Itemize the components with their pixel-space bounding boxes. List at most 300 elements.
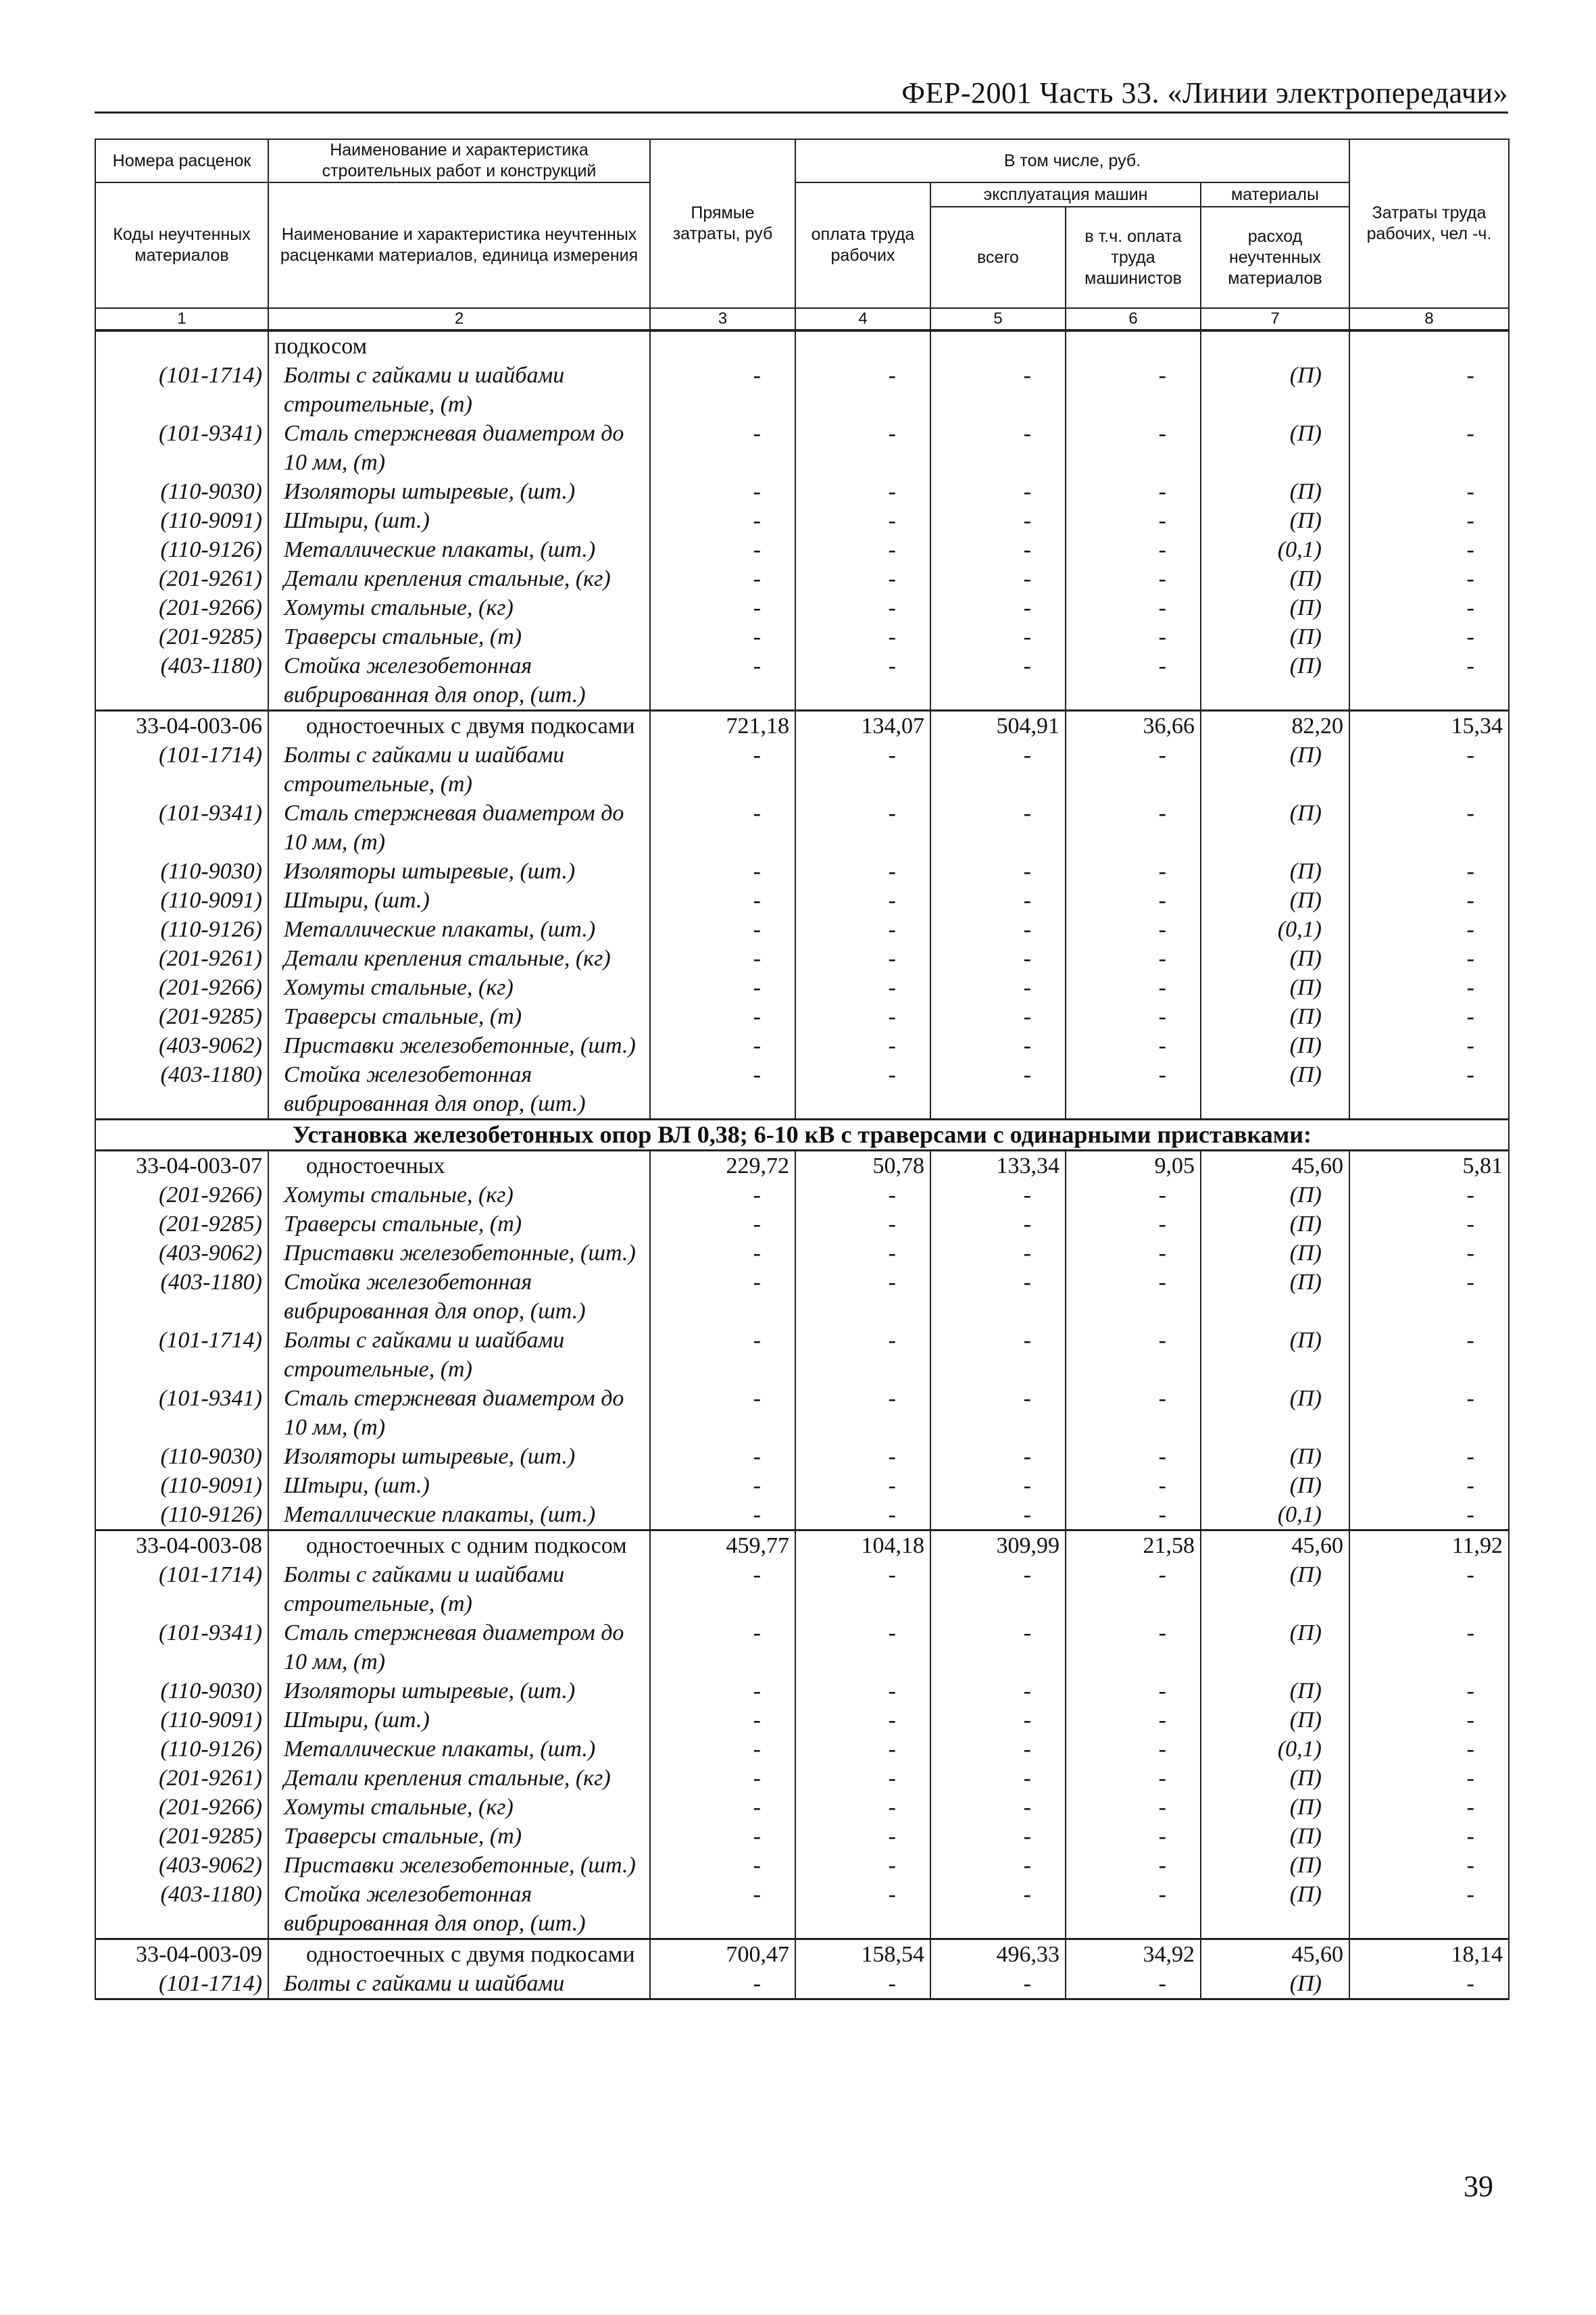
material-name: Стойка железобетонная вибрированная для опор, (шт.) xyxy=(268,651,650,711)
material-row xyxy=(95,1326,1509,1384)
value-cell: - xyxy=(1066,857,1201,886)
material-code: (110-9030) xyxy=(95,1676,268,1706)
value-cell: - xyxy=(1066,1471,1201,1500)
head-total: всего xyxy=(930,207,1066,308)
value-cell: - xyxy=(930,1618,1066,1676)
material-row xyxy=(95,1618,1509,1676)
value-cell: - xyxy=(1066,1735,1201,1764)
empty-cell xyxy=(1201,330,1349,361)
material-row xyxy=(95,1060,1509,1120)
value-cell: - xyxy=(930,1268,1066,1326)
value-cell: - xyxy=(1066,1500,1201,1530)
material-code: (201-9285) xyxy=(95,1210,268,1239)
value-cell: - xyxy=(930,1060,1066,1120)
material-code: (110-9126) xyxy=(95,1735,268,1764)
value-cell: (П) xyxy=(1201,419,1349,477)
value-cell: - xyxy=(1349,1442,1509,1471)
value-cell: - xyxy=(930,915,1066,944)
value-cell: (П) xyxy=(1201,622,1349,651)
value-cell: 21,58 xyxy=(1066,1530,1201,1561)
material-row xyxy=(95,593,1509,622)
value-cell: - xyxy=(1349,741,1509,799)
value-cell: - xyxy=(1066,1060,1201,1120)
value-cell: - xyxy=(1066,886,1201,915)
value-cell: (П) xyxy=(1201,886,1349,915)
value-cell: - xyxy=(930,886,1066,915)
value-cell: - xyxy=(650,1618,795,1676)
rate-row xyxy=(95,1151,1509,1181)
value-cell: - xyxy=(650,915,795,944)
material-row xyxy=(95,886,1509,915)
material-code: (101-9341) xyxy=(95,799,268,857)
rate-name: одностоечных с одним подкосом xyxy=(268,1530,650,1561)
value-cell: - xyxy=(795,1031,930,1060)
material-code: (101-1714) xyxy=(95,1560,268,1618)
value-cell: - xyxy=(795,419,930,477)
material-code: (110-9091) xyxy=(95,1706,268,1735)
material-row xyxy=(95,564,1509,593)
material-row xyxy=(95,477,1509,506)
value-cell: - xyxy=(650,1326,795,1384)
material-row xyxy=(95,1268,1509,1326)
value-cell: 45,60 xyxy=(1201,1151,1349,1181)
rate-row xyxy=(95,1939,1509,1970)
value-cell: 18,14 xyxy=(1349,1939,1509,1970)
material-name: Металлические плакаты, (шт.) xyxy=(268,1735,650,1764)
section-heading-row xyxy=(95,1120,1509,1151)
material-name: Болты с гайками и шайбами строительные, (т) xyxy=(268,1326,650,1384)
value-cell: (0,1) xyxy=(1201,1735,1349,1764)
value-cell: - xyxy=(1349,1002,1509,1031)
value-cell: - xyxy=(930,1031,1066,1060)
value-cell: - xyxy=(650,1880,795,1939)
value-cell: - xyxy=(930,535,1066,564)
value-cell: - xyxy=(650,1384,795,1442)
value-cell: - xyxy=(1349,1210,1509,1239)
value-cell: - xyxy=(650,1793,795,1822)
value-cell: - xyxy=(795,1442,930,1471)
material-name: Болты с гайками и шайбами xyxy=(268,1969,650,1999)
value-cell: - xyxy=(650,1676,795,1706)
value-cell: (П) xyxy=(1201,651,1349,711)
value-cell: - xyxy=(930,419,1066,477)
value-cell: - xyxy=(930,1969,1066,1999)
value-cell: - xyxy=(930,1442,1066,1471)
value-cell: - xyxy=(1349,1676,1509,1706)
value-cell: - xyxy=(650,799,795,857)
material-name: Приставки железобетонные, (шт.) xyxy=(268,1239,650,1268)
material-name: Детали крепления стальные, (кг) xyxy=(268,564,650,593)
value-cell: - xyxy=(930,1210,1066,1239)
material-name: Траверсы стальные, (т) xyxy=(268,1822,650,1851)
value-cell: - xyxy=(1349,1239,1509,1268)
value-cell: - xyxy=(795,1764,930,1793)
value-cell: - xyxy=(795,886,930,915)
value-cell: - xyxy=(1066,1210,1201,1239)
material-name: Хомуты стальные, (кг) xyxy=(268,1793,650,1822)
head-direct-costs: Прямые затраты, руб xyxy=(650,139,795,308)
value-cell: - xyxy=(795,1880,930,1939)
value-cell: - xyxy=(1349,1560,1509,1618)
value-cell: - xyxy=(650,1851,795,1880)
value-cell: - xyxy=(1066,622,1201,651)
value-cell: (П) xyxy=(1201,1618,1349,1676)
value-cell: - xyxy=(1066,564,1201,593)
value-cell: 134,07 xyxy=(795,711,930,741)
value-cell: - xyxy=(1066,1706,1201,1735)
material-name: Изоляторы штыревые, (шт.) xyxy=(268,1442,650,1471)
value-cell: (0,1) xyxy=(1201,1500,1349,1530)
value-cell: - xyxy=(795,651,930,711)
value-cell: - xyxy=(1066,1880,1201,1939)
material-row xyxy=(95,1822,1509,1851)
value-cell: (П) xyxy=(1201,973,1349,1002)
value-cell: (П) xyxy=(1201,1969,1349,1999)
material-row xyxy=(95,1851,1509,1880)
material-name: Траверсы стальные, (т) xyxy=(268,1002,650,1031)
value-cell: - xyxy=(1349,1618,1509,1676)
value-cell: (П) xyxy=(1201,1793,1349,1822)
value-cell: - xyxy=(1349,1268,1509,1326)
material-name: Хомуты стальные, (кг) xyxy=(268,593,650,622)
empty-cell xyxy=(1349,330,1509,361)
material-code: (101-9341) xyxy=(95,1618,268,1676)
head-unaccounted-materials: расход неучтенных материалов xyxy=(1201,207,1349,308)
value-cell: - xyxy=(795,1060,930,1120)
material-name: Штыри, (шт.) xyxy=(268,886,650,915)
material-row xyxy=(95,1500,1509,1530)
table-head xyxy=(95,139,1509,330)
head-material-codes: Коды неучтенных материалов xyxy=(95,182,268,308)
material-code: (110-9126) xyxy=(95,915,268,944)
rate-name: одностоечных с двумя подкосами xyxy=(268,711,650,741)
value-cell: - xyxy=(930,973,1066,1002)
empty-cell xyxy=(95,330,268,361)
value-cell: - xyxy=(1066,1326,1201,1384)
material-name: Сталь стержневая диаметром до 10 мм, (т) xyxy=(268,1384,650,1442)
value-cell: - xyxy=(795,1180,930,1210)
material-code: (201-9261) xyxy=(95,944,268,973)
material-row xyxy=(95,1442,1509,1471)
name-continuation: подкосом xyxy=(268,330,650,361)
value-cell: - xyxy=(1066,1618,1201,1676)
value-cell: - xyxy=(1066,1822,1201,1851)
material-name: Сталь стержневая диаметром до 10 мм, (т) xyxy=(268,799,650,857)
material-name: Болты с гайками и шайбами строительные, (т) xyxy=(268,1560,650,1618)
value-cell: - xyxy=(650,622,795,651)
value-cell: (П) xyxy=(1201,1268,1349,1326)
table-body xyxy=(95,330,1509,1999)
col-number: 4 xyxy=(795,308,930,330)
value-cell: - xyxy=(650,1180,795,1210)
value-cell: - xyxy=(650,1764,795,1793)
value-cell: - xyxy=(650,1969,795,1999)
value-cell: (П) xyxy=(1201,593,1349,622)
empty-cell xyxy=(1066,330,1201,361)
material-code: (110-9091) xyxy=(95,886,268,915)
material-code: (403-1180) xyxy=(95,1060,268,1120)
material-row xyxy=(95,1560,1509,1618)
value-cell: (П) xyxy=(1201,1822,1349,1851)
value-cell: - xyxy=(795,944,930,973)
value-cell: - xyxy=(650,1239,795,1268)
value-cell: - xyxy=(930,651,1066,711)
material-name: Хомуты стальные, (кг) xyxy=(268,973,650,1002)
value-cell: - xyxy=(930,1880,1066,1939)
material-name: Стойка железобетонная вибрированная для опор, (шт.) xyxy=(268,1060,650,1120)
value-cell: 45,60 xyxy=(1201,1939,1349,1970)
value-cell: - xyxy=(1349,1793,1509,1822)
value-cell: 15,34 xyxy=(1349,711,1509,741)
value-cell: - xyxy=(1066,1002,1201,1031)
value-cell: - xyxy=(930,1471,1066,1500)
material-code: (201-9266) xyxy=(95,1793,268,1822)
material-code: (101-9341) xyxy=(95,1384,268,1442)
material-row xyxy=(95,1031,1509,1060)
value-cell: 36,66 xyxy=(1066,711,1201,741)
value-cell: - xyxy=(650,1735,795,1764)
material-code: (201-9261) xyxy=(95,1764,268,1793)
material-row xyxy=(95,651,1509,711)
value-cell: - xyxy=(795,506,930,535)
value-cell: - xyxy=(1349,1969,1509,1999)
value-cell: - xyxy=(795,1969,930,1999)
material-name: Металлические плакаты, (шт.) xyxy=(268,1500,650,1530)
material-row xyxy=(95,973,1509,1002)
material-row xyxy=(95,419,1509,477)
material-name: Сталь стержневая диаметром до 10 мм, (т) xyxy=(268,419,650,477)
value-cell: - xyxy=(1349,1764,1509,1793)
value-cell: - xyxy=(650,1268,795,1326)
value-cell: (0,1) xyxy=(1201,915,1349,944)
value-cell: - xyxy=(930,1676,1066,1706)
value-cell: (П) xyxy=(1201,1764,1349,1793)
material-name: Приставки железобетонные, (шт.) xyxy=(268,1031,650,1060)
value-cell: - xyxy=(795,857,930,886)
value-cell: - xyxy=(1066,1180,1201,1210)
value-cell: - xyxy=(1349,915,1509,944)
value-cell: 45,60 xyxy=(1201,1530,1349,1561)
value-cell: (П) xyxy=(1201,1326,1349,1384)
value-cell: 309,99 xyxy=(930,1530,1066,1561)
value-cell: - xyxy=(1066,1031,1201,1060)
material-name: Стойка железобетонная вибрированная для опор, (шт.) xyxy=(268,1880,650,1939)
material-name: Изоляторы штыревые, (шт.) xyxy=(268,477,650,506)
value-cell: (П) xyxy=(1201,1442,1349,1471)
value-cell: (П) xyxy=(1201,1002,1349,1031)
value-cell: - xyxy=(1349,1060,1509,1120)
material-code: (110-9126) xyxy=(95,1500,268,1530)
value-cell: - xyxy=(795,593,930,622)
empty-cell xyxy=(930,330,1066,361)
material-name: Приставки железобетонные, (шт.) xyxy=(268,1851,650,1880)
value-cell: - xyxy=(795,1851,930,1880)
value-cell: - xyxy=(1349,799,1509,857)
value-cell: - xyxy=(1066,1851,1201,1880)
value-cell: - xyxy=(650,1560,795,1618)
value-cell: - xyxy=(1349,1735,1509,1764)
value-cell: 229,72 xyxy=(650,1151,795,1181)
value-cell: (П) xyxy=(1201,944,1349,973)
material-row xyxy=(95,1002,1509,1031)
value-cell: - xyxy=(650,857,795,886)
value-cell: - xyxy=(650,564,795,593)
material-name: Болты с гайками и шайбами строительные, (т) xyxy=(268,361,650,419)
value-cell: - xyxy=(1349,1384,1509,1442)
material-name: Траверсы стальные, (т) xyxy=(268,1210,650,1239)
material-code: (201-9285) xyxy=(95,622,268,651)
rate-code: 33-04-003-09 xyxy=(95,1939,268,1970)
empty-cell xyxy=(795,330,930,361)
value-cell: - xyxy=(650,1442,795,1471)
header-rule xyxy=(95,111,1508,114)
material-code: (201-9285) xyxy=(95,1002,268,1031)
material-row xyxy=(95,857,1509,886)
value-cell: - xyxy=(1349,886,1509,915)
value-cell: - xyxy=(1349,361,1509,419)
value-cell: - xyxy=(1066,419,1201,477)
value-cell: - xyxy=(1349,1822,1509,1851)
material-code: (110-9030) xyxy=(95,857,268,886)
value-cell: (0,1) xyxy=(1201,535,1349,564)
value-cell: - xyxy=(1349,1880,1509,1939)
value-cell: - xyxy=(1066,361,1201,419)
value-cell: - xyxy=(795,622,930,651)
material-name: Траверсы стальные, (т) xyxy=(268,622,650,651)
material-code: (201-9285) xyxy=(95,1822,268,1851)
value-cell: - xyxy=(1066,1268,1201,1326)
material-row xyxy=(95,915,1509,944)
value-cell: 9,05 xyxy=(1066,1151,1201,1181)
col-number: 5 xyxy=(930,308,1066,330)
value-cell: - xyxy=(650,1500,795,1530)
section-heading: Установка железобетонных опор ВЛ 0,38; 6-10 кВ с траверсами с одинарными приставками: xyxy=(95,1120,1509,1151)
value-cell: - xyxy=(1066,593,1201,622)
empty-cell xyxy=(650,330,795,361)
value-cell: - xyxy=(930,1851,1066,1880)
material-name: Изоляторы штыревые, (шт.) xyxy=(268,1676,650,1706)
material-name: Штыри, (шт.) xyxy=(268,1706,650,1735)
value-cell: - xyxy=(1066,1764,1201,1793)
value-cell: - xyxy=(795,1239,930,1268)
value-cell: - xyxy=(795,1560,930,1618)
value-cell: - xyxy=(1349,593,1509,622)
value-cell: - xyxy=(795,1618,930,1676)
value-cell: - xyxy=(650,535,795,564)
rate-row xyxy=(95,1530,1509,1561)
material-code: (403-9062) xyxy=(95,1031,268,1060)
material-row xyxy=(95,1793,1509,1822)
value-cell: - xyxy=(795,1793,930,1822)
material-code: (403-1180) xyxy=(95,1880,268,1939)
value-cell: 104,18 xyxy=(795,1530,930,1561)
value-cell: - xyxy=(1349,973,1509,1002)
value-cell: 82,20 xyxy=(1201,711,1349,741)
value-cell: - xyxy=(930,1735,1066,1764)
material-code: (201-9266) xyxy=(95,1180,268,1210)
material-code: (101-9341) xyxy=(95,419,268,477)
page-number: 39 xyxy=(1464,2170,1493,2203)
col-number: 6 xyxy=(1066,308,1201,330)
rates-table xyxy=(95,139,1510,2000)
material-row xyxy=(95,799,1509,857)
head-work-name: Наименование и характеристика строительных работ и конструкций xyxy=(268,139,650,182)
value-cell: - xyxy=(1349,564,1509,593)
value-cell: (П) xyxy=(1201,1180,1349,1210)
material-code: (403-1180) xyxy=(95,651,268,711)
value-cell: - xyxy=(795,1500,930,1530)
head-rate-numbers: Номера расценок xyxy=(95,139,268,182)
value-cell: - xyxy=(650,1706,795,1735)
material-code: (101-1714) xyxy=(95,1969,268,1999)
value-cell: - xyxy=(930,857,1066,886)
head-material-name: Наименование и характеристика неучтенных расценками материалов, единица измерения xyxy=(268,182,650,308)
value-cell: - xyxy=(1066,1384,1201,1442)
material-row xyxy=(95,1706,1509,1735)
material-code: (110-9030) xyxy=(95,1442,268,1471)
value-cell: - xyxy=(650,1822,795,1851)
value-cell: - xyxy=(650,651,795,711)
value-cell: - xyxy=(1349,1326,1509,1384)
value-cell: - xyxy=(1066,944,1201,973)
value-cell: 496,33 xyxy=(930,1939,1066,1970)
material-code: (201-9261) xyxy=(95,564,268,593)
value-cell: (П) xyxy=(1201,1880,1349,1939)
head-materials: материалы xyxy=(1201,182,1349,207)
material-code: (403-1180) xyxy=(95,1268,268,1326)
material-code: (201-9266) xyxy=(95,593,268,622)
material-name: Стойка железобетонная вибрированная для опор, (шт.) xyxy=(268,1268,650,1326)
value-cell: - xyxy=(795,799,930,857)
value-cell: - xyxy=(930,1793,1066,1822)
material-row xyxy=(95,1676,1509,1706)
value-cell: - xyxy=(930,622,1066,651)
value-cell: - xyxy=(650,1060,795,1120)
material-code: (403-9062) xyxy=(95,1851,268,1880)
value-cell: - xyxy=(795,1268,930,1326)
value-cell: - xyxy=(795,1210,930,1239)
material-row xyxy=(95,741,1509,799)
material-code: (101-1714) xyxy=(95,741,268,799)
value-cell: - xyxy=(930,1002,1066,1031)
value-cell: - xyxy=(795,1706,930,1735)
col-number: 8 xyxy=(1349,308,1509,330)
value-cell: 504,91 xyxy=(930,711,1066,741)
value-cell: (П) xyxy=(1201,477,1349,506)
value-cell: - xyxy=(1066,1969,1201,1999)
material-row xyxy=(95,944,1509,973)
value-cell: - xyxy=(1066,799,1201,857)
material-name: Детали крепления стальные, (кг) xyxy=(268,944,650,973)
material-row xyxy=(95,361,1509,419)
material-row xyxy=(95,622,1509,651)
value-cell: 459,77 xyxy=(650,1530,795,1561)
col-number: 2 xyxy=(268,308,650,330)
value-cell: - xyxy=(795,973,930,1002)
material-row xyxy=(95,1384,1509,1442)
value-cell: - xyxy=(795,1676,930,1706)
value-cell: - xyxy=(650,477,795,506)
value-cell: - xyxy=(650,1031,795,1060)
value-cell: - xyxy=(650,1002,795,1031)
material-code: (403-9062) xyxy=(95,1239,268,1268)
value-cell: - xyxy=(650,1210,795,1239)
value-cell: - xyxy=(930,506,1066,535)
material-row xyxy=(95,1969,1509,1999)
material-row xyxy=(95,1239,1509,1268)
col-number: 1 xyxy=(95,308,268,330)
material-code: (101-1714) xyxy=(95,1326,268,1384)
